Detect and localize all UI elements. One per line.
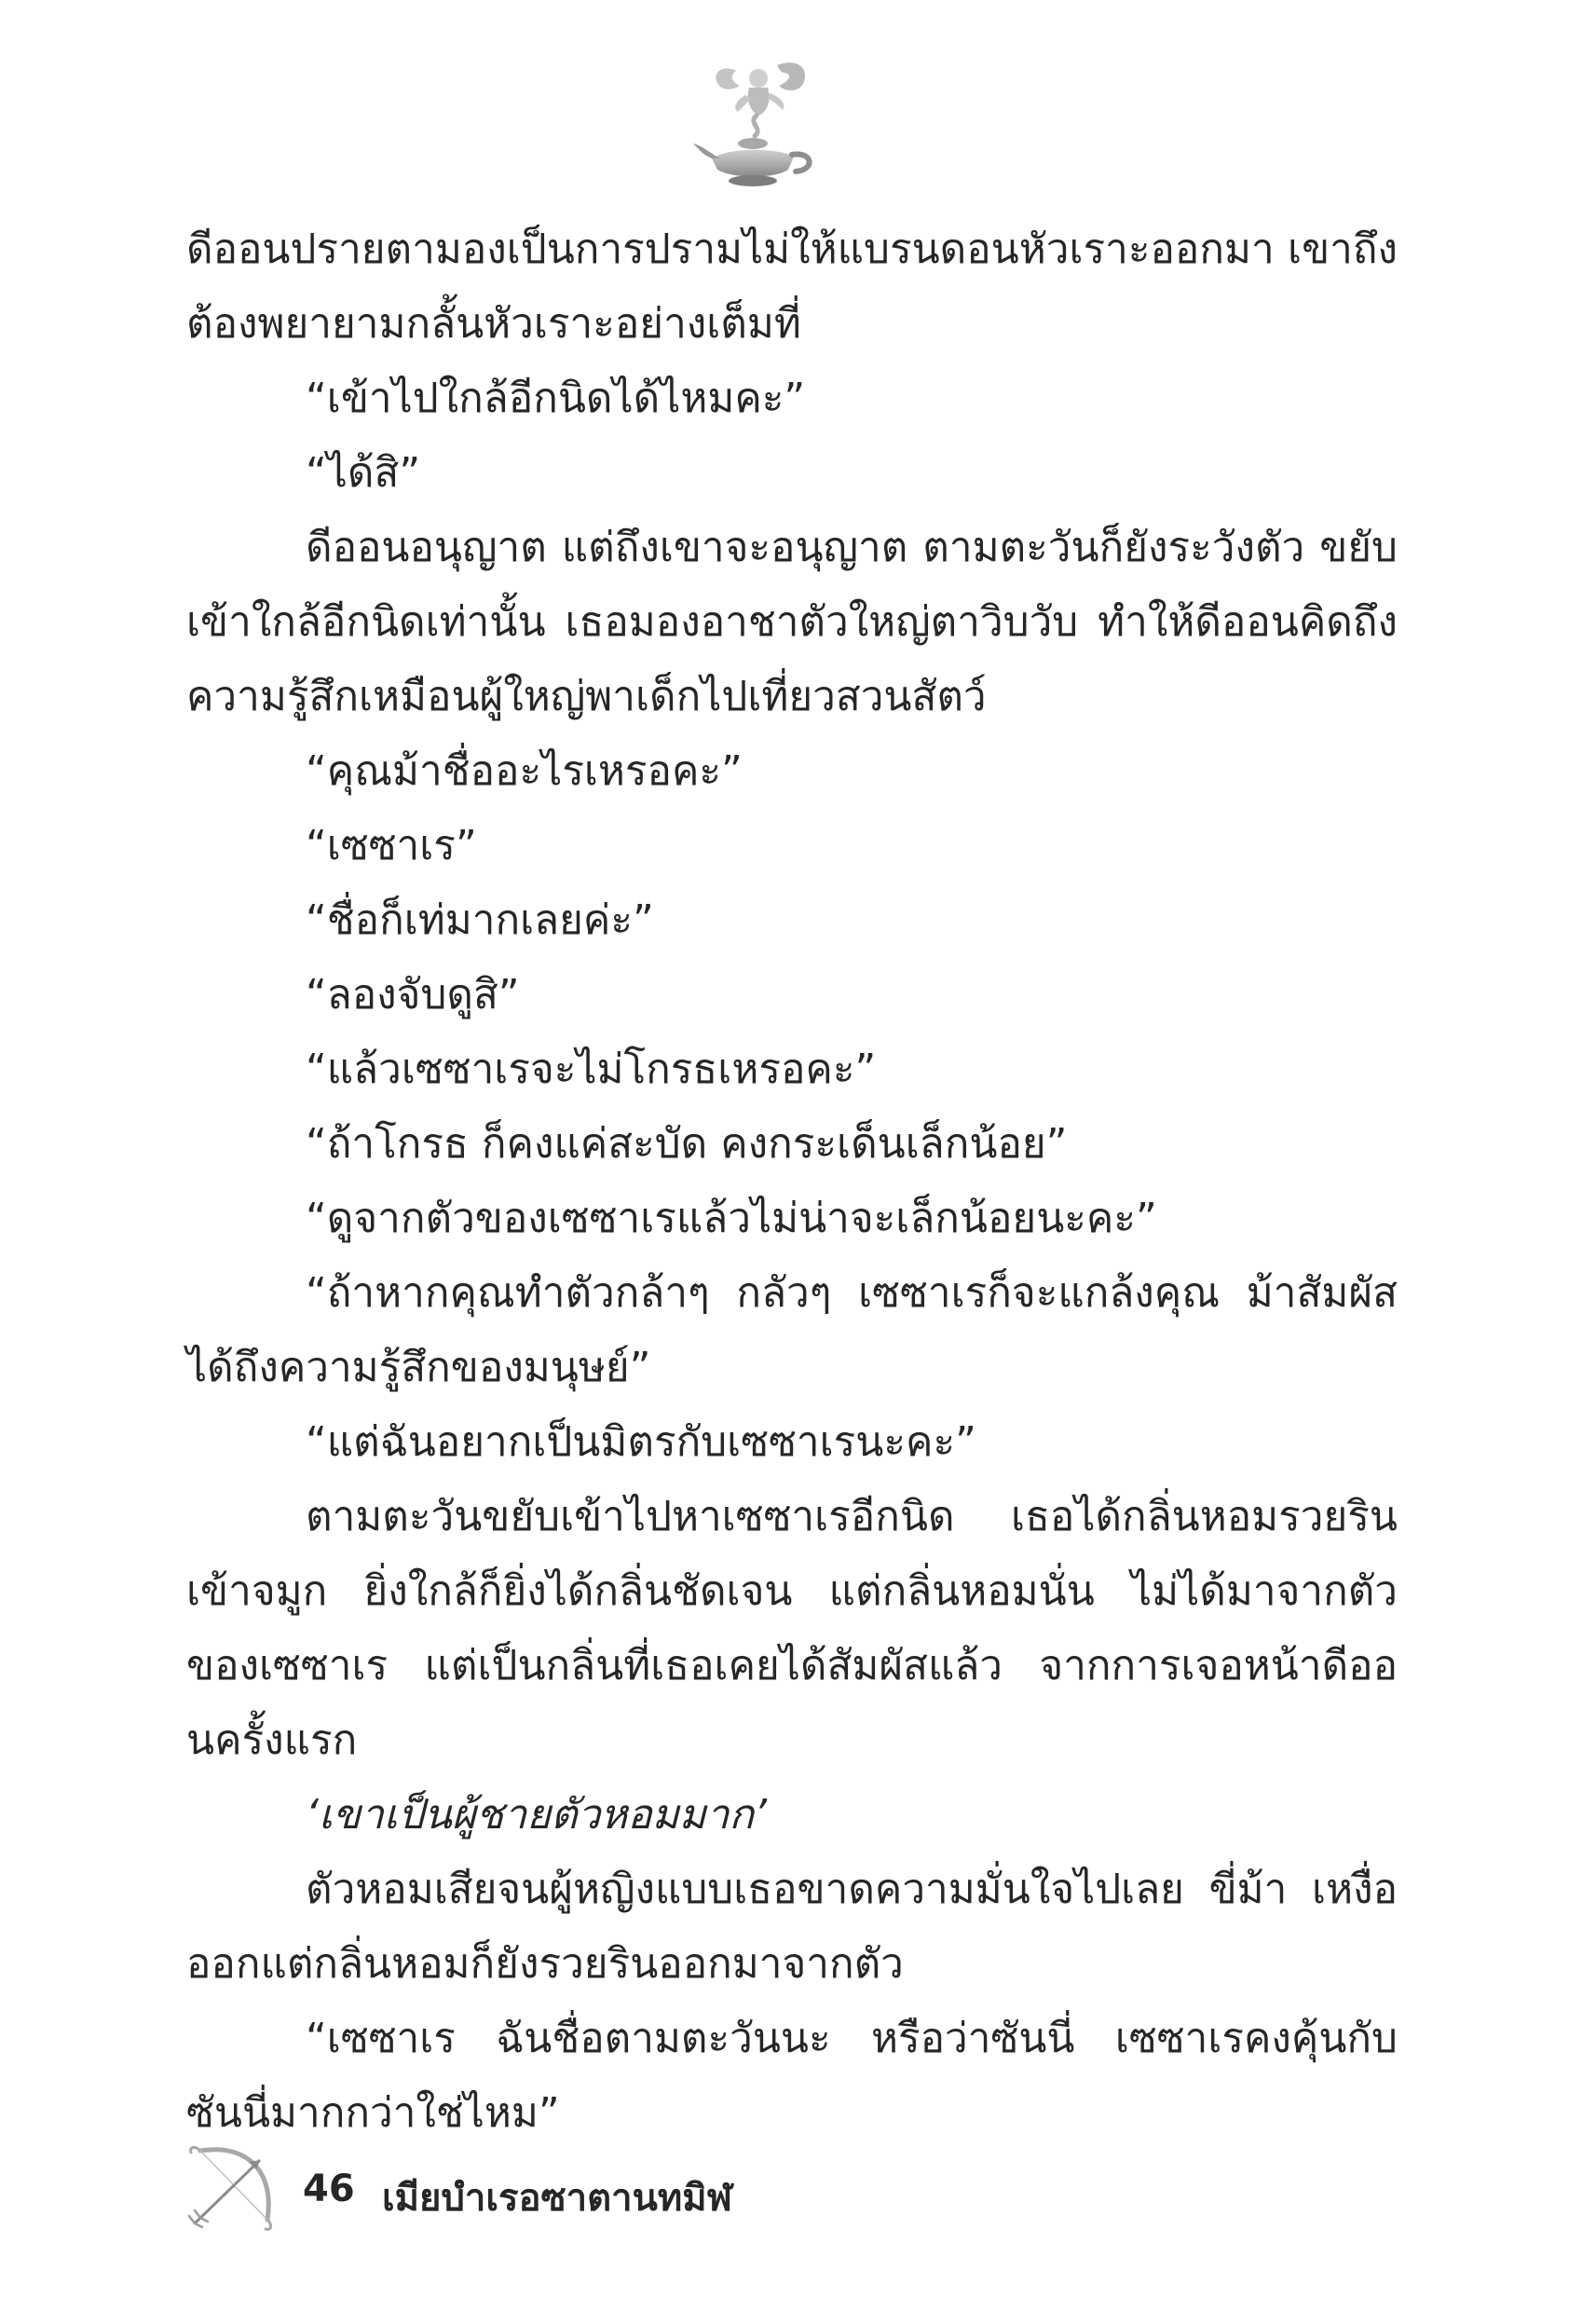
paragraph: “ดูจากตัวของเซซาเรแล้วไม่น่าจะเล็กน้อยนะคะ” [306, 1195, 1157, 1242]
paragraph: “ได้สิ” [306, 449, 421, 497]
paragraph: “ถ้าโกรธ ก็คงแค่สะบัด คงกระเด็นเล็กน้อย” [306, 1120, 1068, 1168]
paragraph: “ชื่อก็เท่มากเลยค่ะ” [306, 896, 654, 944]
bow-and-arrow-icon [182, 2134, 284, 2236]
paragraph: ตามตะวันขยับเข้าไปหาเซซาเรอีกนิด เธอได้กลิ่นหอมรวยรินเข้าจมูก ยิ่งใกล้ก็ยิ่งได้กลิ่นชัดเจน แต่กลิ่นหอมนั่น ไม่ได้มาจากตัวของเซซาเร แต่เป็นกลิ่นที่เธอเคยได้สัมผัสแล้ว จากการเจอหน้าดีออนครั้งแรก [186, 1493, 1398, 1764]
book-title: เมียบำเรอซาตานทมิฬ [382, 2177, 732, 2220]
page-footer [182, 2134, 927, 2236]
page-number: 46 [303, 2167, 355, 2210]
paragraph: “เข้าไปใกล้อีกนิดได้ไหมคะ” [306, 375, 806, 422]
paragraph: ดีออนปรายตามองเป็นการปรามไม่ให้แบรนดอนหัวเราะออกมา เขาถึงต้องพยายามกลั้นหัวเราะอย่างเต็มที่ [186, 226, 1398, 348]
paragraph: “แล้วเซซาเรจะไม่โกรธเหรอคะ” [306, 1046, 877, 1093]
paragraph: “เซซาเร” [306, 822, 477, 869]
paragraph: “แต่ฉันอยากเป็นมิตรกับเซซาเรนะคะ” [306, 1418, 976, 1466]
body-text [186, 212, 1398, 2151]
paragraph: ตัวหอมเสียจนผู้หญิงแบบเธอขาดความมั่นใจไปเลย ขี่ม้า เหงื่อออกแต่กลิ่นหอมก็ยังรวยรินออกมาจากตัว [186, 1866, 1398, 1988]
paragraph: ดีออนอนุญาต แต่ถึงเขาจะอนุญาต ตามตะวันก็ยังระวังตัว ขยับเข้าใกล้อีกนิดเท่านั้น เธอมองอาชาตัวใหญ่ตาวิบวับ ทำให้ดีออนคิดถึงความรู้สึกเหมือนผู้ใหญ่พาเด็กไปเที่ยวสวนสัตว์ [186, 524, 1398, 720]
paragraph: “คุณม้าชื่ออะไรเหรอคะ” [306, 747, 743, 795]
cupid-genie-lamp-icon [691, 54, 822, 194]
paragraph: “เซซาเร ฉันชื่อตามตะวันนะ หรือว่าซันนี่ เซซาเรคงคุ้นกับซันนี่มากกว่าใช่ไหม” [186, 2015, 1398, 2137]
paragraph: “ลองจับดูสิ” [306, 971, 520, 1019]
paragraph: ‘เขาเป็นผู้ชายตัวหอมมาก’ [306, 1791, 768, 1839]
paragraph: “ถ้าหากคุณทำตัวกล้าๆ กลัวๆ เซซาเรก็จะแกล้งคุณ ม้าสัมผัสได้ถึงความรู้สึกของมนุษย์” [186, 1269, 1398, 1391]
